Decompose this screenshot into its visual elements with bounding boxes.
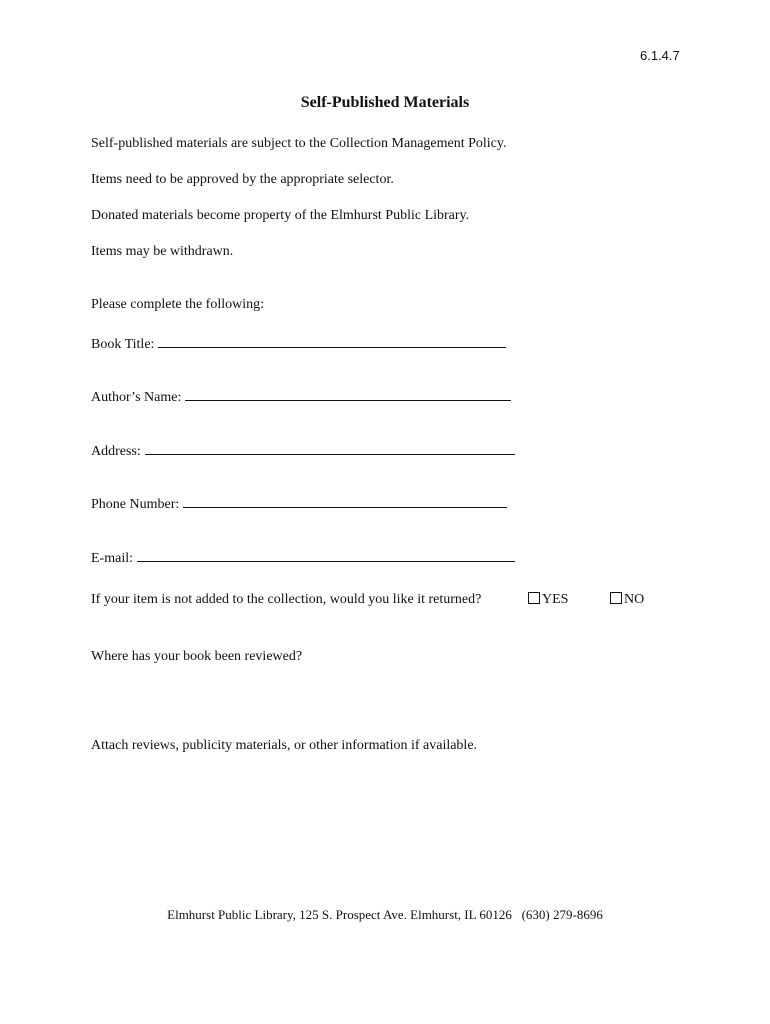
withdrawal-paragraph: Items may be withdrawn. [91, 244, 234, 259]
phone-number-label: Phone Number: [91, 497, 180, 512]
document-number: 6.1.4.7 [640, 48, 680, 63]
yes-option[interactable] [528, 592, 568, 608]
no-label: NO [624, 592, 645, 607]
book-title-label: Book Title: [91, 337, 155, 352]
book-title-field[interactable] [158, 333, 506, 348]
address-field[interactable] [145, 440, 515, 455]
form-instruction: Please complete the following: [91, 297, 265, 312]
email-label: E-mail: [91, 551, 133, 566]
property-paragraph: Donated materials become property of the Elmhurst Public Library. [91, 208, 470, 223]
author-name-field[interactable] [185, 386, 511, 401]
email-field[interactable] [137, 547, 515, 562]
author-name-label: Author’s Name: [91, 390, 182, 405]
address-label: Address: [91, 444, 141, 459]
attach-note: Attach reviews, publicity materials, or other information if available. [91, 738, 478, 753]
return-question: If your item is not added to the collection, would you like it returned? [91, 592, 482, 607]
policy-paragraph: Self-published materials are subject to the Collection Management Policy. [91, 136, 507, 151]
yes-checkbox[interactable] [528, 592, 540, 604]
library-footer: Elmhurst Public Library, 125 S. Prospect Ave. Elmhurst, IL 60126 (630) 279-8696 [167, 907, 603, 922]
phone-number-row [91, 493, 507, 513]
yes-label: YES [542, 592, 569, 607]
review-question: Where has your book been reviewed? [91, 649, 303, 664]
book-title-row [91, 333, 506, 353]
address-row [91, 440, 515, 460]
no-checkbox[interactable] [610, 592, 622, 604]
phone-number-field[interactable] [183, 493, 507, 508]
author-name-row [91, 386, 511, 406]
approval-paragraph: Items need to be approved by the appropriate selector. [91, 172, 394, 187]
no-option[interactable] [610, 592, 644, 608]
page-title: Self-Published Materials [300, 94, 470, 111]
email-row [91, 547, 515, 567]
